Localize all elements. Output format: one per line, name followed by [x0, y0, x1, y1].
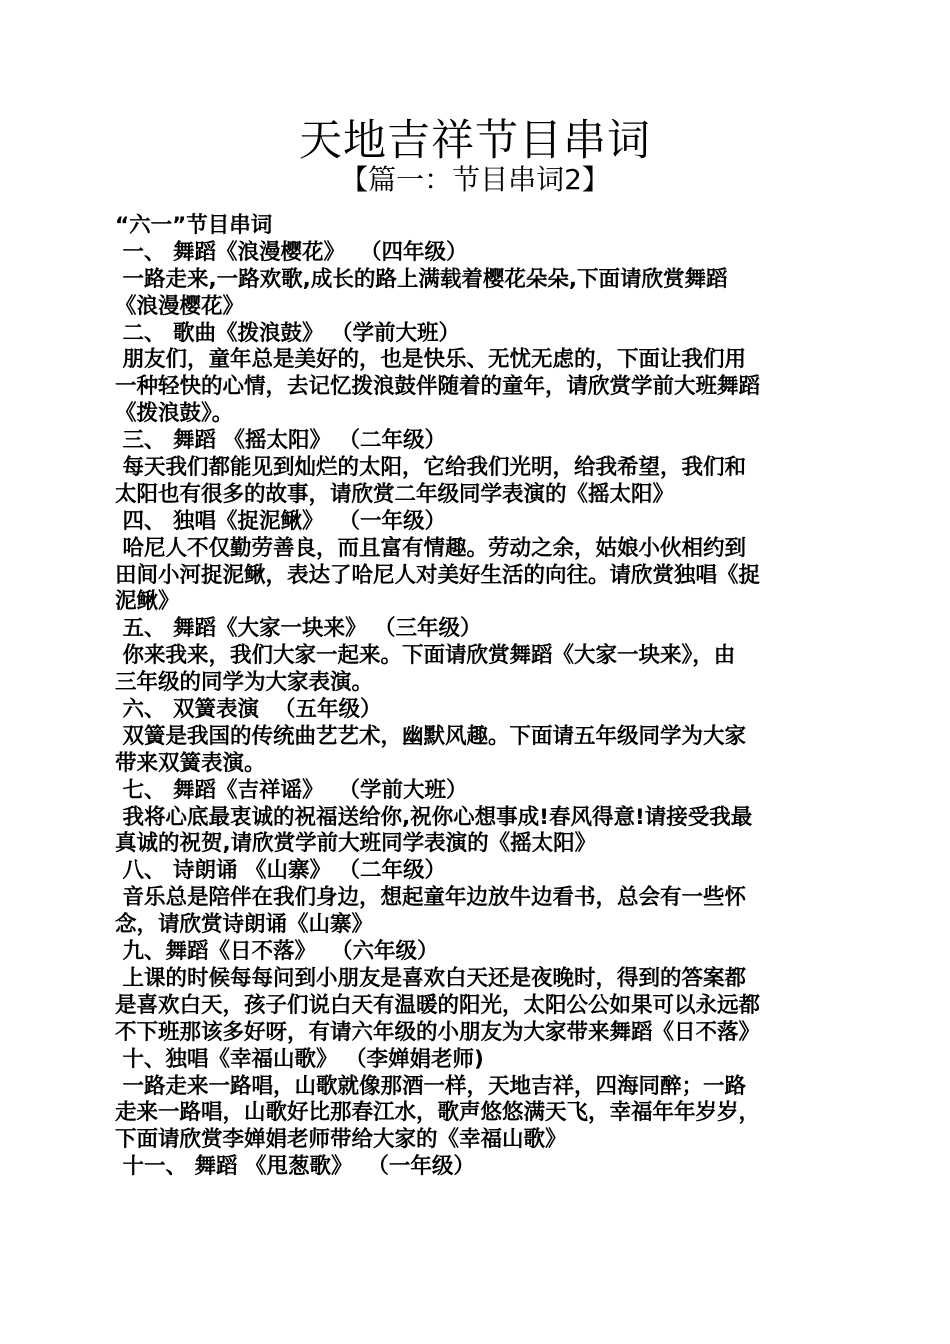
text-line: 上课的时候每每问到小朋友是喜欢白天还是夜晚时，得到的答案都 [115, 965, 746, 991]
text-line: 六、 双簧表演 （五年级） [115, 697, 382, 723]
text-line: 《浪漫樱花》 [115, 293, 245, 319]
text-line: 九、舞蹈《日不落》 （六年级） [115, 939, 439, 965]
text-line: 四、 独唱《捉泥鳅》 （一年级） [115, 508, 446, 534]
text-line: 二、 歌曲《拨浪鼓》 （学前大班） [115, 320, 460, 346]
text-line: 一路走来,一路欢歌,成长的路上满载着樱花朵朵,下面请欣赏舞蹈 [115, 266, 728, 292]
text-line: 音乐总是陪伴在我们身边，想起童年边放牛边看书，总会有一些怀 [115, 885, 746, 911]
text-line: 带来双簧表演。 [115, 750, 266, 776]
text-line: 太阳也有很多的故事，请欣赏二年级同学表演的《摇太阳》 [115, 481, 675, 507]
text-line: 真诚的祝贺,请欣赏学前大班同学表演的《摇太阳》 [115, 831, 597, 857]
text-line: 田间小河捉泥鳅，表达了哈尼人对美好生活的向往。请欣赏独唱《捉 [115, 562, 761, 588]
text-line: 十一、 舞蹈 《甩葱歌》 （一年级） [115, 1154, 475, 1180]
text-line: 一种轻快的心情，去记忆拨浪鼓伴随着的童年，请欣赏学前大班舞蹈 [115, 374, 761, 400]
text-line: 《拨浪鼓》。 [115, 401, 234, 427]
text-line: 泥鳅》 [115, 589, 180, 615]
text-line: 你来我来，我们大家一起来。下面请欣赏舞蹈《大家一块来》，由 [115, 643, 736, 669]
document-title: 天地吉祥节目串词 [299, 116, 651, 166]
text-line: 十、独唱《幸福山歌》 （李婵娟老师) [115, 1046, 484, 1072]
text-line: 八、 诗朗诵 《山寨》 （二年级） [115, 858, 446, 884]
text-line: “六一”节目串词 [115, 213, 273, 238]
text-line: 五、 舞蹈《大家一块来》 （三年级） [115, 616, 482, 642]
text-line: 一、 舞蹈《浪漫樱花》 （四年级） [115, 239, 468, 265]
text-line: 每天我们都能见到灿烂的太阳，它给我们光明，给我希望，我们和 [115, 455, 746, 481]
document-body [115, 213, 840, 1181]
text-line: 不下班那该多好呀，有请六年级的小朋友为大家带来舞蹈《日不落》 [115, 1019, 761, 1045]
text-line: 一路走来一路唱，山歌就像那酒一样，天地吉祥，四海同醉；一路 [115, 1073, 746, 1099]
text-line: 念，请欣赏诗朗诵《山寨》 [115, 912, 374, 938]
text-line: 朋友们，童年总是美好的，也是快乐、无忧无虑的，下面让我们用 [115, 347, 746, 373]
text-line: 哈尼人不仅勤劳善良，而且富有情趣。劳动之余，姑娘小伙相约到 [115, 535, 746, 561]
text-line: 走来一路唱，山歌好比那春江水，歌声悠悠满天飞，幸福年年岁岁， [115, 1100, 761, 1126]
document-subtitle: 【篇一：节目串词2】 [340, 163, 610, 196]
text-line: 三、 舞蹈 《摇太阳》 （二年级） [115, 428, 446, 454]
text-line: 七、 舞蹈《吉祥谣》 （学前大班） [115, 777, 468, 803]
text-line: 是喜欢白天，孩子们说白天有温暖的阳光，太阳公公如果可以永远都 [115, 992, 761, 1018]
text-line: 我将心底最衷诚的祝福送给你,祝你心想事成!春风得意!请接受我最 [115, 804, 753, 830]
text-line: 三年级的同学为大家表演。 [115, 670, 374, 696]
text-line: 下面请欣赏李婵娟老师带给大家的《幸福山歌》 [115, 1127, 567, 1153]
text-line: 双簧是我国的传统曲艺艺术，幽默风趣。下面请五年级同学为大家 [115, 723, 746, 749]
